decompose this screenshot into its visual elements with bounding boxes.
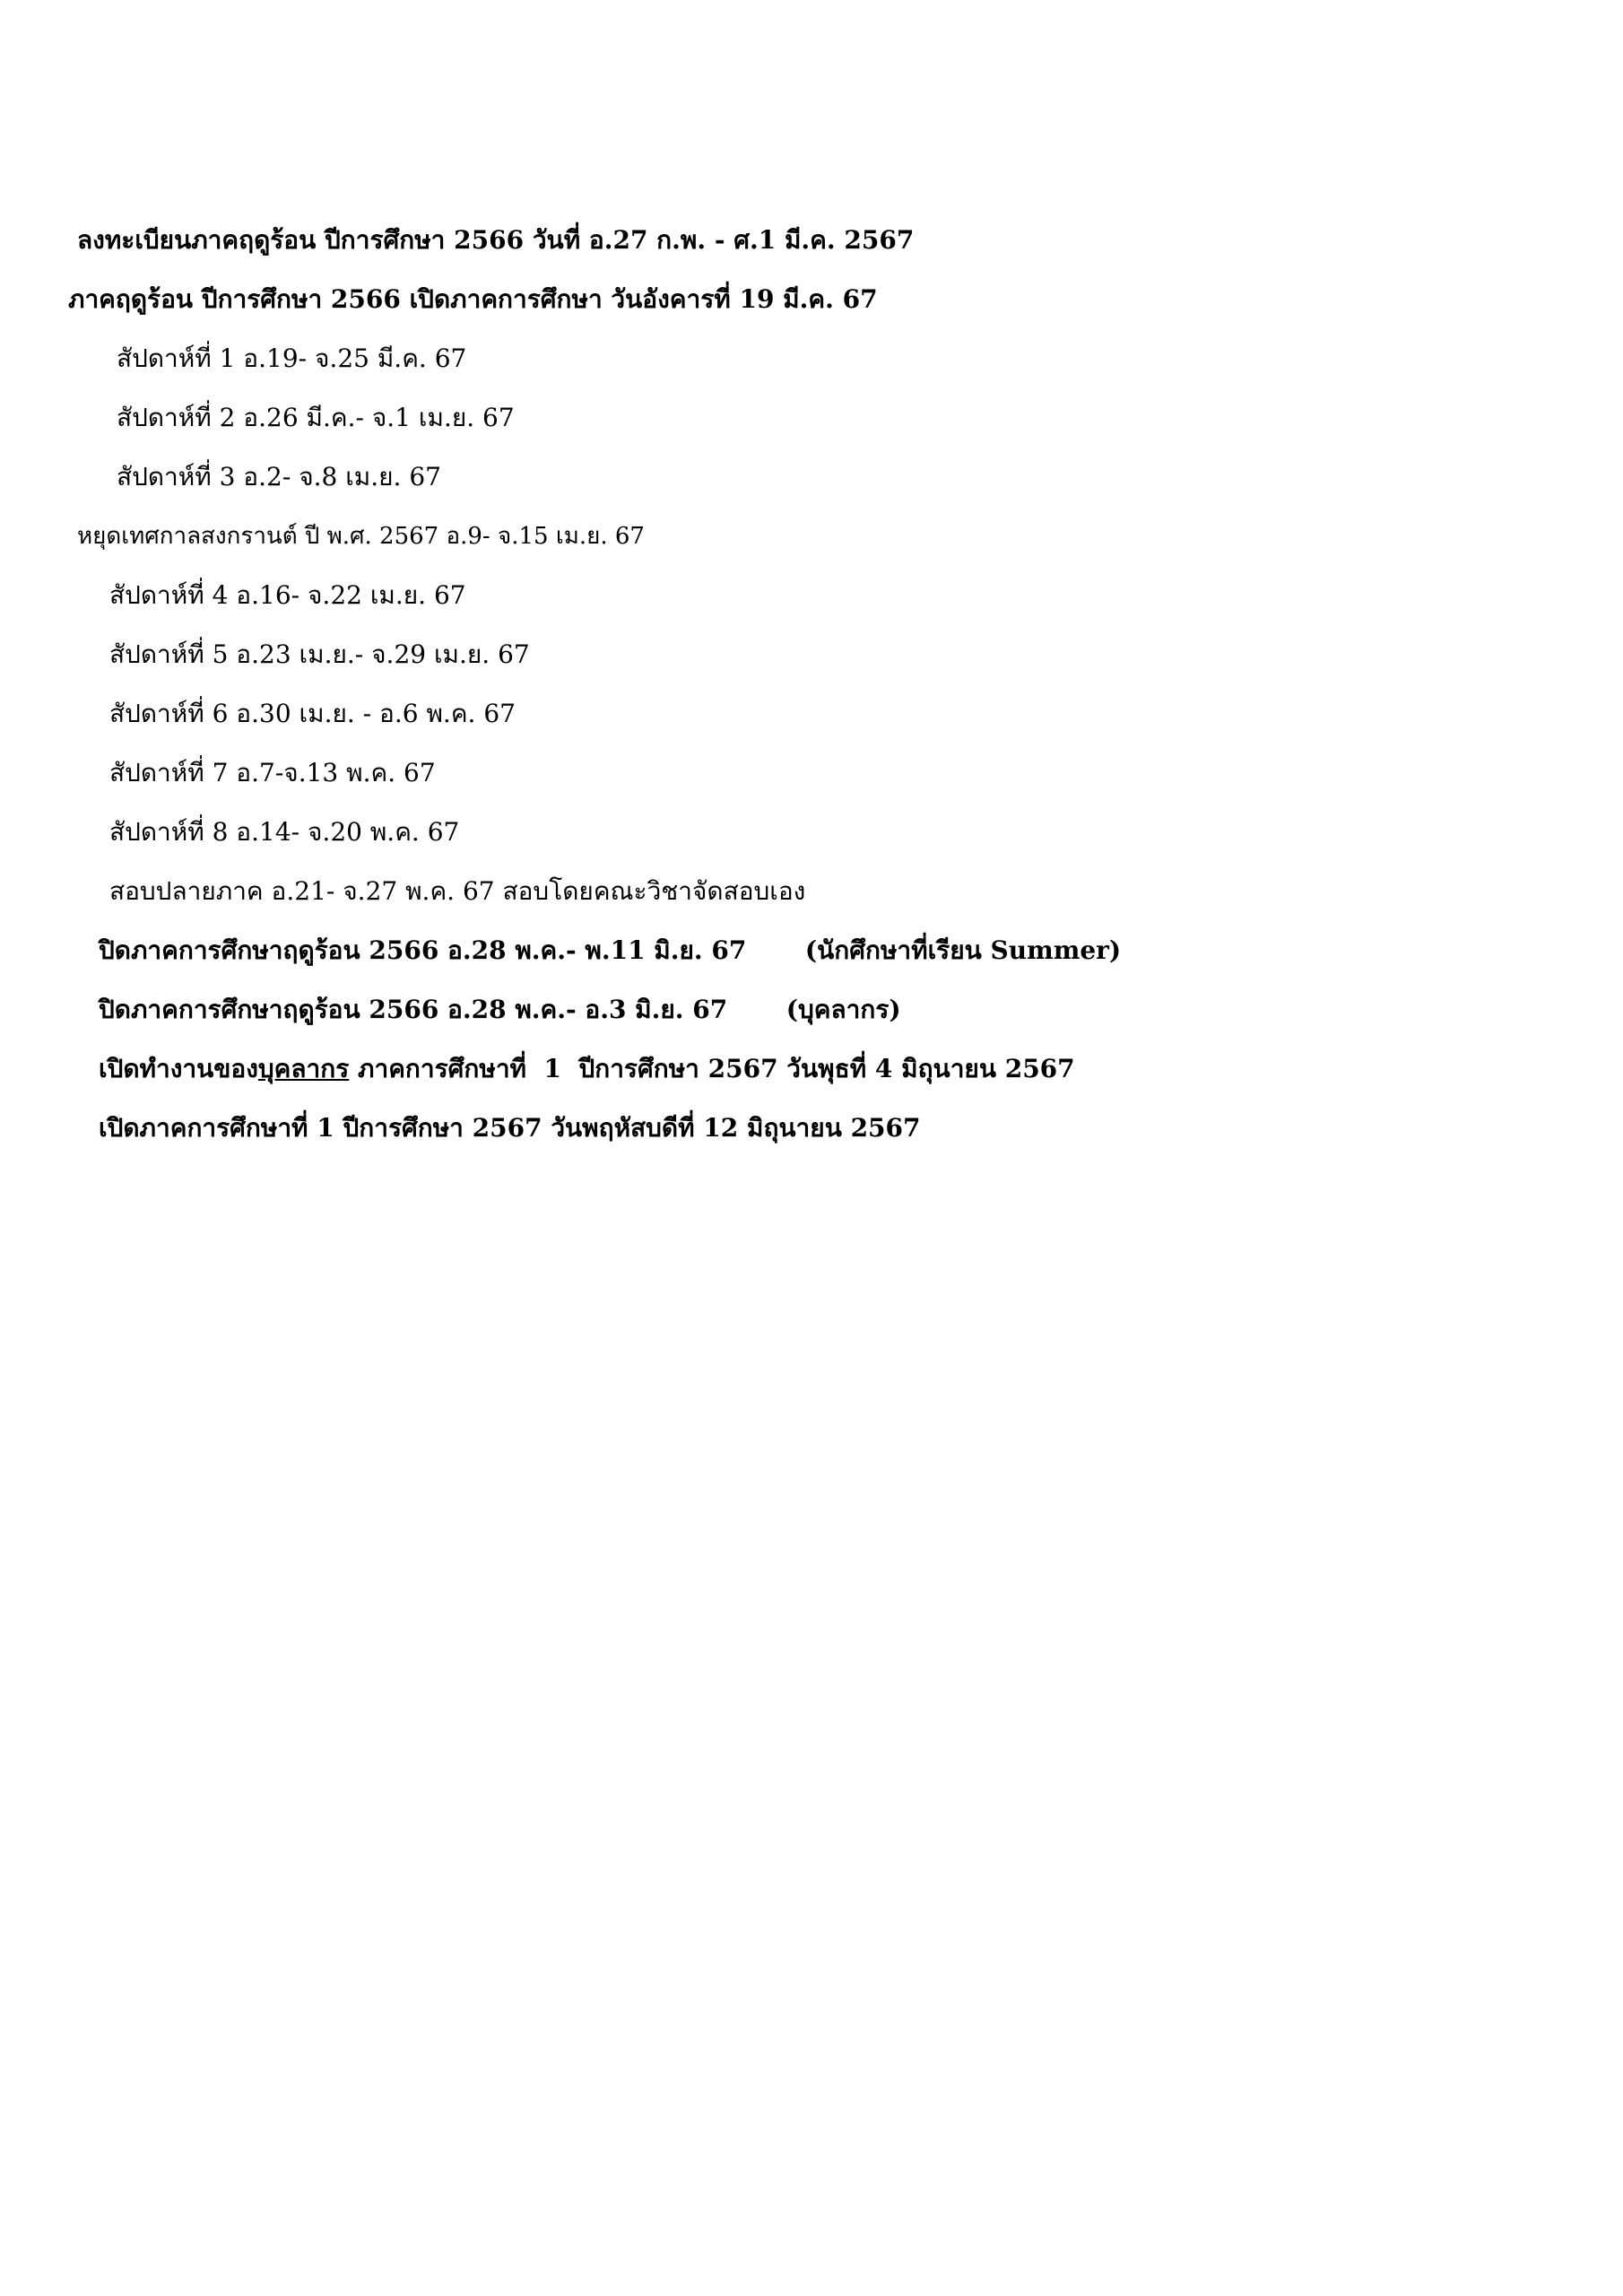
week-2-line: สัปดาห์ที่ 2 อ.26 มี.ค.- จ.1 เม.ย. 67 <box>117 403 515 432</box>
term-open-line: ภาคฤดูร้อน ปีการศึกษา 2566 เปิดภาคการศึกษา วันอังคารที่ 19 มี.ค. 67 <box>68 284 878 314</box>
close-students-note: (นักศึกษาที่เรียน Summer) <box>804 935 1122 965</box>
songkran-holiday-line: หยุดเทศกาลสงกรานต์ ปี พ.ศ. 2567 อ.9- จ.15 เม.ย. 67 <box>77 523 645 550</box>
week-1-line: สัปดาห์ที่ 1 อ.19- จ.25 มี.ค. 67 <box>117 344 467 373</box>
close-staff-text: ปิดภาคการศึกษาฤดูร้อน 2566 อ.28 พ.ค.- อ.3 มิ.ย. 67 <box>99 995 728 1024</box>
registration-line: ลงทะเบียนภาคฤดูร้อน ปีการศึกษา 2566 วันที่ อ.27 ก.พ. - ศ.1 มี.ค. 2567 <box>77 225 915 255</box>
close-staff-note: (บุคลากร) <box>785 995 901 1024</box>
week-6-line: สัปดาห์ที่ 6 อ.30 เม.ย. - อ.6 พ.ค. 67 <box>109 699 516 728</box>
staff-return-underlined: บุคลากร <box>257 1054 350 1083</box>
final-exam-line: สอบปลายภาค อ.21- จ.27 พ.ค. 67 สอบโดยคณะวิชาจัดสอบเอง <box>109 876 806 906</box>
staff-return-suffix: ภาคการศึกษาที่ 1 ปีการศึกษา 2567 วันพุธที่ 4 มิถุนายน 2567 <box>349 1054 1075 1083</box>
staff-return-line <box>99 1051 1075 1087</box>
week-4-line: สัปดาห์ที่ 4 อ.16- จ.22 เม.ย. 67 <box>109 580 466 610</box>
semester1-open-line: เปิดภาคการศึกษาที่ 1 ปีการศึกษา 2567 วันพฤหัสบดีที่ 12 มิถุนายน 2567 <box>99 1113 921 1143</box>
week-8-line: สัปดาห์ที่ 8 อ.14- จ.20 พ.ค. 67 <box>109 817 460 847</box>
week-5-line: สัปดาห์ที่ 5 อ.23 เม.ย.- จ.29 เม.ย. 67 <box>109 639 530 669</box>
staff-return-prefix: เปิดทำงานของ <box>99 1054 258 1083</box>
close-students-line <box>99 933 1121 969</box>
week-3-line: สัปดาห์ที่ 3 อ.2- จ.8 เม.ย. 67 <box>117 462 441 491</box>
close-staff-line <box>99 992 901 1028</box>
week-7-line: สัปดาห์ที่ 7 อ.7-จ.13 พ.ค. 67 <box>109 758 436 787</box>
close-students-text: ปิดภาคการศึกษาฤดูร้อน 2566 อ.28 พ.ค.- พ.11 มิ.ย. 67 <box>99 935 747 965</box>
